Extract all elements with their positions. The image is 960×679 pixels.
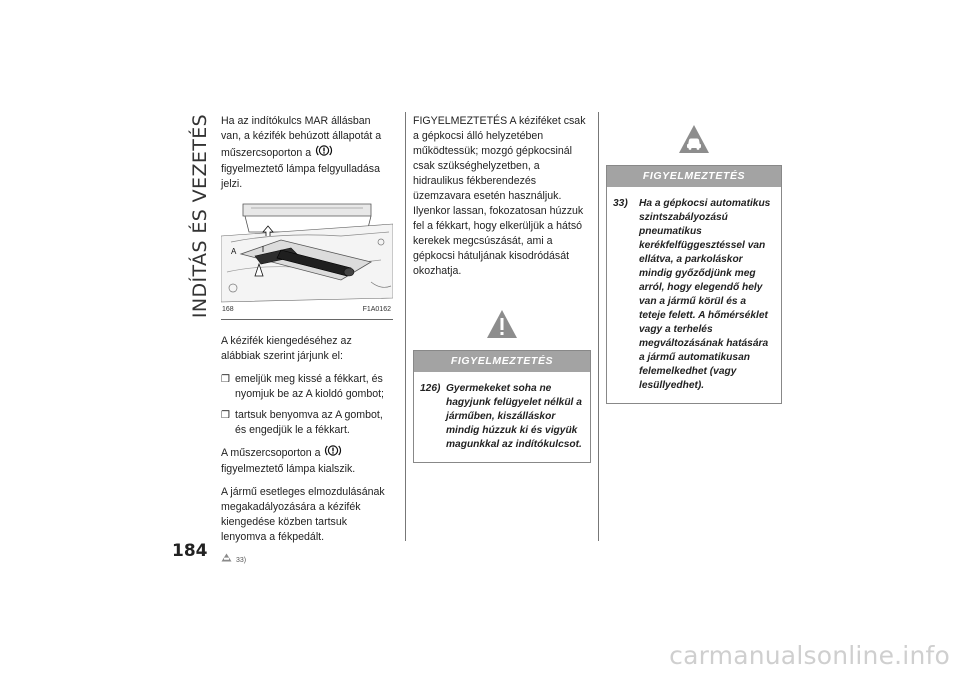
column-divider — [405, 112, 406, 541]
section-title-text: INDÍTÁS ÉS VEZETÉS — [189, 113, 211, 319]
paragraph-brake-indicator: Ha az indítókulcs MAR állásban van, a kézifék behúzott állapotát a műszercsoporton a figyelmeztető lámpa felgyulladása jelzi. — [221, 115, 382, 190]
list-item: ❒ emeljük meg kissé a fékkart, és nyomjuk be az A kioldó gombot; — [221, 373, 384, 400]
warning-box — [413, 350, 591, 463]
paragraph-indicator-off: A műszercsoporton a figyelmeztető lámpa kialszik. — [221, 444, 393, 477]
brake-warning-icon — [324, 444, 342, 462]
list-item: ❒ tartsuk benyomva az A gombot, és engedjük le a fékkart. — [221, 409, 383, 436]
column-3 — [606, 124, 782, 404]
brake-warning-icon — [315, 144, 333, 162]
warning-box — [606, 165, 782, 404]
handbrake-figure — [221, 202, 393, 320]
warning-heading: FIGYELMEZTETÉS — [607, 166, 781, 187]
warning-text: Ha a gépkocsi automatikus szintszabályozású pneumatikus kerékfelfüggesztéssel van ellátva, a parkoláskor mindig győződjünk meg arról, hogy elegendő hely van a jármű körül és a teteje felett. A hőmérséklet vagy a terhelés megváltozásának hatására a jármű automatikusan felemelkedhet (vagy lesüllyedhet). — [639, 198, 771, 391]
paragraph-brake-pedal: A jármű esetleges elmozdulásának megakadályozására a kézifék kiengedése közben tartsuk lenyomva a fékpedált. — [221, 486, 385, 543]
column-2 — [413, 114, 591, 463]
paragraph-handbrake-warning: FIGYELMEZTETÉS A kéziféket csak a gépkocsi álló helyzetében működtessük; mozgó gépkocsinál csak szükséghelyzetben, a hidraulikus fékberendezés üzemzavara esetén használjuk. Ilyenkor lassan, fokozatosan húzzuk fel a fékkart, hogy elkerüljük a hátsó kerekek megcsúszását, ami a gépkocsi hátuljának kisodródását okozhatja. — [413, 115, 586, 277]
bullet-symbol: ❒ — [221, 374, 230, 385]
warning-text: Gyermekeket soha ne hagyjunk felügyelet nélkül a járműben, kiszálláskor mindig húzzuk ki és vigyük magunkkal az indítókulcsot. — [446, 383, 582, 450]
paragraph-release-intro: A kézifék kiengedéséhez az alábbiak szerint járjunk el: — [221, 335, 352, 362]
bullet-symbol: ❒ — [221, 410, 230, 421]
section-title — [186, 96, 214, 336]
figure-code: F1A0162 — [362, 306, 391, 313]
warning-number: 33) — [613, 198, 628, 209]
car-warning-icon — [678, 124, 710, 159]
warning-heading: FIGYELMEZTETÉS — [414, 351, 590, 372]
figure-number: 168 — [222, 306, 234, 313]
reference-number: 33) — [236, 557, 247, 564]
watermark: carmanualsonline.info — [669, 641, 950, 670]
car-warning-icon — [221, 553, 232, 568]
warning-triangle-icon — [486, 309, 518, 344]
svg-text:A: A — [231, 247, 237, 256]
column-1 — [221, 114, 393, 568]
warning-item — [613, 197, 775, 393]
column-divider — [598, 112, 599, 541]
reference-note — [221, 553, 393, 568]
handbrake-illustration — [221, 202, 393, 306]
warning-item — [420, 382, 584, 452]
warning-number: 126) — [420, 383, 441, 394]
page-number: 184 — [172, 541, 208, 561]
